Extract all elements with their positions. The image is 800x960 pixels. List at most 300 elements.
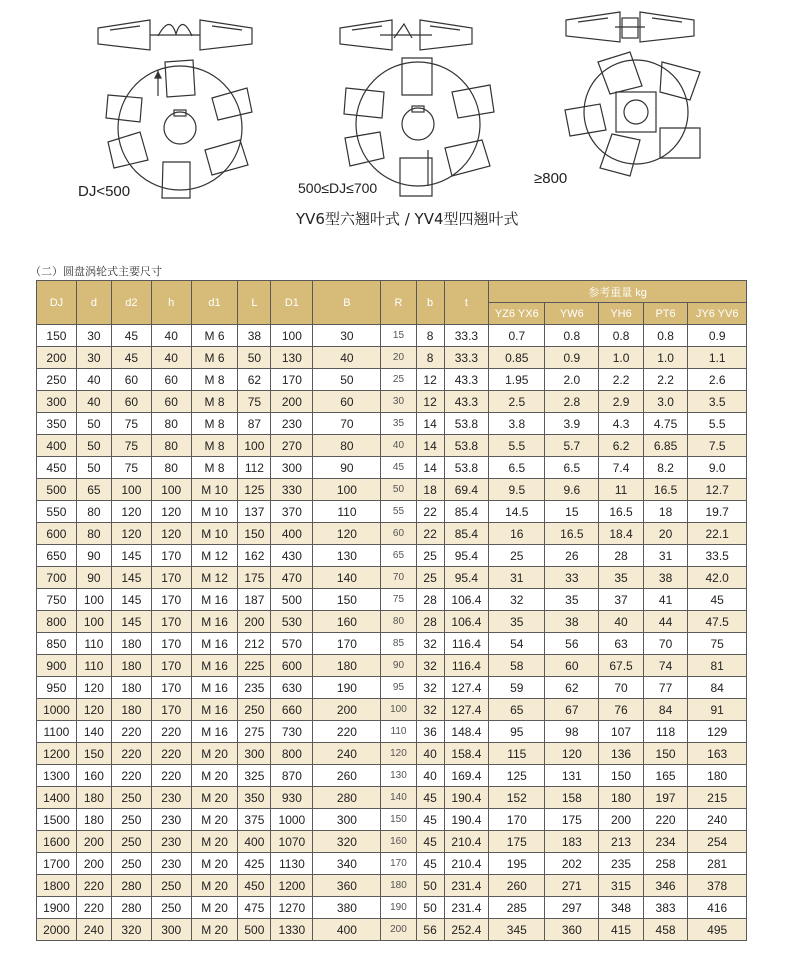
table-cell: 30	[76, 347, 111, 369]
table-cell: 116.4	[444, 655, 489, 677]
table-cell: 120	[111, 523, 151, 545]
table-cell: 77	[643, 677, 688, 699]
table-cell: M 10	[191, 523, 238, 545]
table-cell: 600	[37, 523, 77, 545]
table-cell: 14	[416, 435, 444, 457]
impeller-drawings	[0, 0, 800, 255]
table-cell: 0.9	[545, 347, 599, 369]
table-cell: 60	[151, 391, 191, 413]
table-cell: 350	[238, 787, 271, 809]
table-cell: 100	[313, 479, 381, 501]
table-cell: 12	[416, 391, 444, 413]
table-cell: 19.7	[688, 501, 747, 523]
table-cell: 65	[489, 699, 545, 721]
table-cell: 1.95	[489, 369, 545, 391]
table-cell: 140	[76, 721, 111, 743]
table-cell: M 8	[191, 413, 238, 435]
table-cell: 230	[151, 809, 191, 831]
table-cell: 170	[151, 677, 191, 699]
table-cell: 125	[489, 765, 545, 787]
table-cell: 28	[416, 611, 444, 633]
table-cell: 31	[643, 545, 688, 567]
table-row	[37, 369, 747, 391]
table-cell: 56	[416, 919, 444, 941]
table-cell: 40	[76, 369, 111, 391]
table-cell: 150	[643, 743, 688, 765]
table-cell: 26	[545, 545, 599, 567]
plan-view-c	[565, 52, 700, 176]
table-cell: 127.4	[444, 677, 489, 699]
table-cell: 25	[489, 545, 545, 567]
table-cell: 80	[151, 435, 191, 457]
table-cell: 9.6	[545, 479, 599, 501]
table-cell: 1.0	[599, 347, 644, 369]
table-cell: 53.8	[444, 435, 489, 457]
table-cell: 25	[416, 567, 444, 589]
table-cell: 600	[271, 655, 313, 677]
table-cell: M 20	[191, 897, 238, 919]
table-cell: 231.4	[444, 875, 489, 897]
table-cell: 130	[271, 347, 313, 369]
table-cell: 40	[381, 435, 416, 457]
col-r: R	[381, 281, 416, 325]
table-cell: 1270	[271, 897, 313, 919]
table-cell: 80	[76, 501, 111, 523]
table-cell: 11	[599, 479, 644, 501]
table-cell: 6.85	[643, 435, 688, 457]
table-cell: 850	[37, 633, 77, 655]
table-cell: 145	[111, 611, 151, 633]
table-cell: M 16	[191, 589, 238, 611]
table-cell: M 20	[191, 919, 238, 941]
table-cell: 76	[599, 699, 644, 721]
table-cell: 180	[599, 787, 644, 809]
table-cell: 110	[313, 501, 381, 523]
table-cell: 4.3	[599, 413, 644, 435]
table-cell: 1.0	[643, 347, 688, 369]
table-cell: 470	[271, 567, 313, 589]
table-cell: 100	[238, 435, 271, 457]
table-cell: 200	[76, 853, 111, 875]
table-cell: 67	[545, 699, 599, 721]
table-cell: 8.2	[643, 457, 688, 479]
table-cell: 41	[643, 589, 688, 611]
table-cell: 230	[151, 787, 191, 809]
table-row	[37, 743, 747, 765]
table-cell: 3.9	[545, 413, 599, 435]
table-cell: 50	[416, 875, 444, 897]
table-cell: 150	[313, 589, 381, 611]
table-cell: M 16	[191, 633, 238, 655]
table-cell: 106.4	[444, 611, 489, 633]
table-cell: 330	[271, 479, 313, 501]
table-cell: 190.4	[444, 809, 489, 831]
table-cell: 3.5	[688, 391, 747, 413]
table-cell: 118	[643, 721, 688, 743]
table-cell: 62	[238, 369, 271, 391]
table-cell: 33.5	[688, 545, 747, 567]
table-cell: 300	[313, 809, 381, 831]
table-cell: 162	[238, 545, 271, 567]
table-cell: 60	[111, 369, 151, 391]
table-cell: 345	[489, 919, 545, 941]
table-cell: 112	[238, 457, 271, 479]
table-cell: 56	[545, 633, 599, 655]
table-cell: 383	[643, 897, 688, 919]
weight-group-header: 参考重量 kg	[489, 281, 747, 303]
table-cell: 125	[238, 479, 271, 501]
table-cell: 197	[643, 787, 688, 809]
table-cell: 55	[381, 501, 416, 523]
table-cell: 285	[489, 897, 545, 919]
table-cell: 2.0	[545, 369, 599, 391]
table-cell: 16	[489, 523, 545, 545]
table-cell: 1000	[271, 809, 313, 831]
table-cell: 180	[76, 809, 111, 831]
table-cell: 53.8	[444, 413, 489, 435]
table-cell: 200	[599, 809, 644, 831]
table-cell: 160	[313, 611, 381, 633]
table-cell: M 10	[191, 479, 238, 501]
table-cell: 190	[313, 677, 381, 699]
table-cell: 116.4	[444, 633, 489, 655]
table-row	[37, 875, 747, 897]
table-row	[37, 655, 747, 677]
table-cell: 180	[111, 633, 151, 655]
table-cell: 9.0	[688, 457, 747, 479]
table-cell: M 16	[191, 611, 238, 633]
table-cell: 43.3	[444, 369, 489, 391]
table-cell: 660	[271, 699, 313, 721]
table-cell: M 16	[191, 677, 238, 699]
table-cell: 180	[688, 765, 747, 787]
table-cell: 630	[271, 677, 313, 699]
table-cell: 42.0	[688, 567, 747, 589]
table-cell: 250	[111, 853, 151, 875]
table-cell: 190.4	[444, 787, 489, 809]
table-row	[37, 787, 747, 809]
table-cell: M 16	[191, 655, 238, 677]
table-cell: 30	[313, 325, 381, 347]
table-cell: 47.5	[688, 611, 747, 633]
table-row	[37, 699, 747, 721]
label-dj-500-700: 500≤DJ≤700	[298, 180, 378, 196]
table-cell: 2000	[37, 919, 77, 941]
table-cell: 320	[313, 831, 381, 853]
section-title: （二）圆盘涡轮式主要尺寸	[30, 265, 162, 278]
table-cell: 90	[76, 567, 111, 589]
table-cell: 40	[416, 743, 444, 765]
table-cell: 43.3	[444, 391, 489, 413]
table-cell: 300	[271, 457, 313, 479]
table-cell: 50	[313, 369, 381, 391]
table-cell: 1070	[271, 831, 313, 853]
table-cell: 400	[238, 831, 271, 853]
table-cell: 32	[416, 699, 444, 721]
table-cell: 700	[37, 567, 77, 589]
table-cell: 220	[76, 875, 111, 897]
table-cell: 106.4	[444, 589, 489, 611]
table-cell: M 20	[191, 809, 238, 831]
table-cell: 63	[599, 633, 644, 655]
table-cell: 31	[489, 567, 545, 589]
table-cell: 220	[111, 721, 151, 743]
table-cell: 230	[151, 831, 191, 853]
table-cell: 425	[238, 853, 271, 875]
table-cell: 260	[313, 765, 381, 787]
table-cell: 75	[111, 435, 151, 457]
table-cell: M 12	[191, 567, 238, 589]
table-cell: 90	[313, 457, 381, 479]
figure-caption: YV6型六翘叶式 / YV4型四翘叶式	[296, 210, 519, 228]
table-cell: 40	[416, 765, 444, 787]
table-cell: 107	[599, 721, 644, 743]
table-cell: 530	[271, 611, 313, 633]
table-cell: 183	[545, 831, 599, 853]
table-cell: 200	[238, 611, 271, 633]
table-cell: 40	[151, 347, 191, 369]
table-cell: 275	[238, 721, 271, 743]
table-cell: 550	[37, 501, 77, 523]
table-cell: 85	[381, 633, 416, 655]
table-cell: M 6	[191, 347, 238, 369]
table-row	[37, 545, 747, 567]
table-cell: M 10	[191, 501, 238, 523]
table-cell: 40	[151, 325, 191, 347]
table-cell: 225	[238, 655, 271, 677]
table-cell: 2.2	[599, 369, 644, 391]
table-cell: 160	[76, 765, 111, 787]
table-cell: 80	[151, 413, 191, 435]
table-cell: 28	[416, 589, 444, 611]
table-cell: 170	[381, 853, 416, 875]
table-cell: 22.1	[688, 523, 747, 545]
table-cell: 35	[489, 611, 545, 633]
table-cell: 180	[111, 655, 151, 677]
table-cell: 70	[599, 677, 644, 699]
table-row	[37, 809, 747, 831]
table-row	[37, 897, 747, 919]
table-cell: 220	[151, 721, 191, 743]
table-cell: 90	[76, 545, 111, 567]
table-row	[37, 853, 747, 875]
table-cell: 800	[37, 611, 77, 633]
table-cell: 220	[643, 809, 688, 831]
table-cell: 280	[111, 875, 151, 897]
table-cell: 210.4	[444, 853, 489, 875]
col-weight-pt6: PT6	[643, 303, 688, 325]
table-cell: 730	[271, 721, 313, 743]
table-cell: 120	[76, 699, 111, 721]
table-cell: 95	[489, 721, 545, 743]
table-cell: 346	[643, 875, 688, 897]
table-cell: 110	[381, 721, 416, 743]
table-cell: 12	[416, 369, 444, 391]
table-cell: 240	[76, 919, 111, 941]
table-cell: 75	[111, 413, 151, 435]
table-cell: 60	[545, 655, 599, 677]
table-cell: 50	[76, 413, 111, 435]
table-cell: 170	[151, 611, 191, 633]
table-cell: 1300	[37, 765, 77, 787]
table-cell: 80	[151, 457, 191, 479]
table-cell: 100	[381, 699, 416, 721]
table-cell: 170	[151, 589, 191, 611]
table-cell: 110	[76, 655, 111, 677]
table-cell: 235	[238, 677, 271, 699]
table-cell: 281	[688, 853, 747, 875]
table-cell: 32	[416, 677, 444, 699]
table-body	[37, 325, 747, 941]
table-cell: 1200	[37, 743, 77, 765]
table-cell: 3.8	[489, 413, 545, 435]
table-cell: 120	[151, 523, 191, 545]
table-cell: 213	[599, 831, 644, 853]
table-cell: 500	[37, 479, 77, 501]
table-cell: 131	[545, 765, 599, 787]
table-cell: 158	[545, 787, 599, 809]
table-cell: 18	[643, 501, 688, 523]
table-cell: 650	[37, 545, 77, 567]
table-cell: 1400	[37, 787, 77, 809]
table-cell: 260	[489, 875, 545, 897]
table-cell: 75	[111, 457, 151, 479]
table-cell: 30	[381, 391, 416, 413]
table-cell: 250	[151, 897, 191, 919]
table-cell: 450	[37, 457, 77, 479]
table-cell: 14	[416, 457, 444, 479]
table-cell: 1200	[271, 875, 313, 897]
table-cell: 0.9	[688, 325, 747, 347]
table-cell: 60	[381, 523, 416, 545]
table-cell: 254	[688, 831, 747, 853]
table-cell: 95.4	[444, 545, 489, 567]
table-cell: 45	[416, 809, 444, 831]
table-cell: M 20	[191, 765, 238, 787]
table-cell: 200	[313, 699, 381, 721]
table-cell: 370	[271, 501, 313, 523]
table-cell: M 12	[191, 545, 238, 567]
table-cell: 500	[238, 919, 271, 941]
col-weight-jy6: JY6 YV6	[688, 303, 747, 325]
table-cell: 210.4	[444, 831, 489, 853]
table-cell: 65	[76, 479, 111, 501]
table-row	[37, 479, 747, 501]
table-cell: 100	[76, 611, 111, 633]
table-cell: 6.2	[599, 435, 644, 457]
table-cell: 170	[489, 809, 545, 831]
table-row	[37, 523, 747, 545]
table-cell: 163	[688, 743, 747, 765]
table-cell: 58	[489, 655, 545, 677]
table-row	[37, 589, 747, 611]
table-cell: 220	[151, 765, 191, 787]
table-cell: 100	[111, 479, 151, 501]
table-cell: 120	[111, 501, 151, 523]
table-cell: 120	[545, 743, 599, 765]
table-row	[37, 435, 747, 457]
table-cell: 231.4	[444, 897, 489, 919]
table-cell: 870	[271, 765, 313, 787]
table-cell: 80	[313, 435, 381, 457]
table-cell: 180	[313, 655, 381, 677]
table-cell: 0.8	[599, 325, 644, 347]
table-cell: 415	[599, 919, 644, 941]
table-cell: 4.75	[643, 413, 688, 435]
plan-view-a	[106, 60, 252, 198]
table-row	[37, 611, 747, 633]
table-cell: 70	[643, 633, 688, 655]
table-cell: 570	[271, 633, 313, 655]
table-cell: 152	[489, 787, 545, 809]
table-cell: 25	[381, 369, 416, 391]
table-cell: 170	[151, 699, 191, 721]
table-cell: 270	[271, 435, 313, 457]
table-cell: 60	[151, 369, 191, 391]
table-cell: 1800	[37, 875, 77, 897]
table-cell: 150	[599, 765, 644, 787]
table-cell: 35	[381, 413, 416, 435]
table-cell: 45	[381, 457, 416, 479]
table-cell: M 20	[191, 853, 238, 875]
table-row	[37, 391, 747, 413]
col-l: L	[238, 281, 271, 325]
table-cell: 148.4	[444, 721, 489, 743]
table-cell: 378	[688, 875, 747, 897]
table-cell: 6.5	[545, 457, 599, 479]
table-cell: 380	[313, 897, 381, 919]
table-cell: 150	[238, 523, 271, 545]
table-cell: 340	[313, 853, 381, 875]
table-cell: 2.5	[489, 391, 545, 413]
table-cell: 36	[416, 721, 444, 743]
table-cell: 100	[271, 325, 313, 347]
table-cell: 325	[238, 765, 271, 787]
table-row	[37, 457, 747, 479]
table-cell: 150	[381, 809, 416, 831]
table-cell: 30	[76, 325, 111, 347]
table-cell: 212	[238, 633, 271, 655]
table-cell: 45	[416, 853, 444, 875]
table-cell: 12.7	[688, 479, 747, 501]
table-cell: 37	[599, 589, 644, 611]
table-cell: 250	[238, 699, 271, 721]
table-cell: 250	[111, 831, 151, 853]
table-cell: 900	[37, 655, 77, 677]
table-cell: 145	[111, 545, 151, 567]
table-cell: 20	[643, 523, 688, 545]
table-cell: M 8	[191, 369, 238, 391]
table-cell: 65	[381, 545, 416, 567]
table-row	[37, 501, 747, 523]
table-cell: M 20	[191, 743, 238, 765]
col-d: d	[76, 281, 111, 325]
table-cell: 33.3	[444, 325, 489, 347]
table-cell: 85.4	[444, 501, 489, 523]
table-cell: 252.4	[444, 919, 489, 941]
table-cell: 38	[643, 567, 688, 589]
table-cell: 0.7	[489, 325, 545, 347]
table-cell: 215	[688, 787, 747, 809]
table-cell: 9.5	[489, 479, 545, 501]
table-cell: 20	[381, 347, 416, 369]
table-cell: 5.5	[688, 413, 747, 435]
table-cell: 315	[599, 875, 644, 897]
table-cell: 360	[313, 875, 381, 897]
table-cell: 250	[37, 369, 77, 391]
table-cell: 175	[489, 831, 545, 853]
table-cell: 1900	[37, 897, 77, 919]
